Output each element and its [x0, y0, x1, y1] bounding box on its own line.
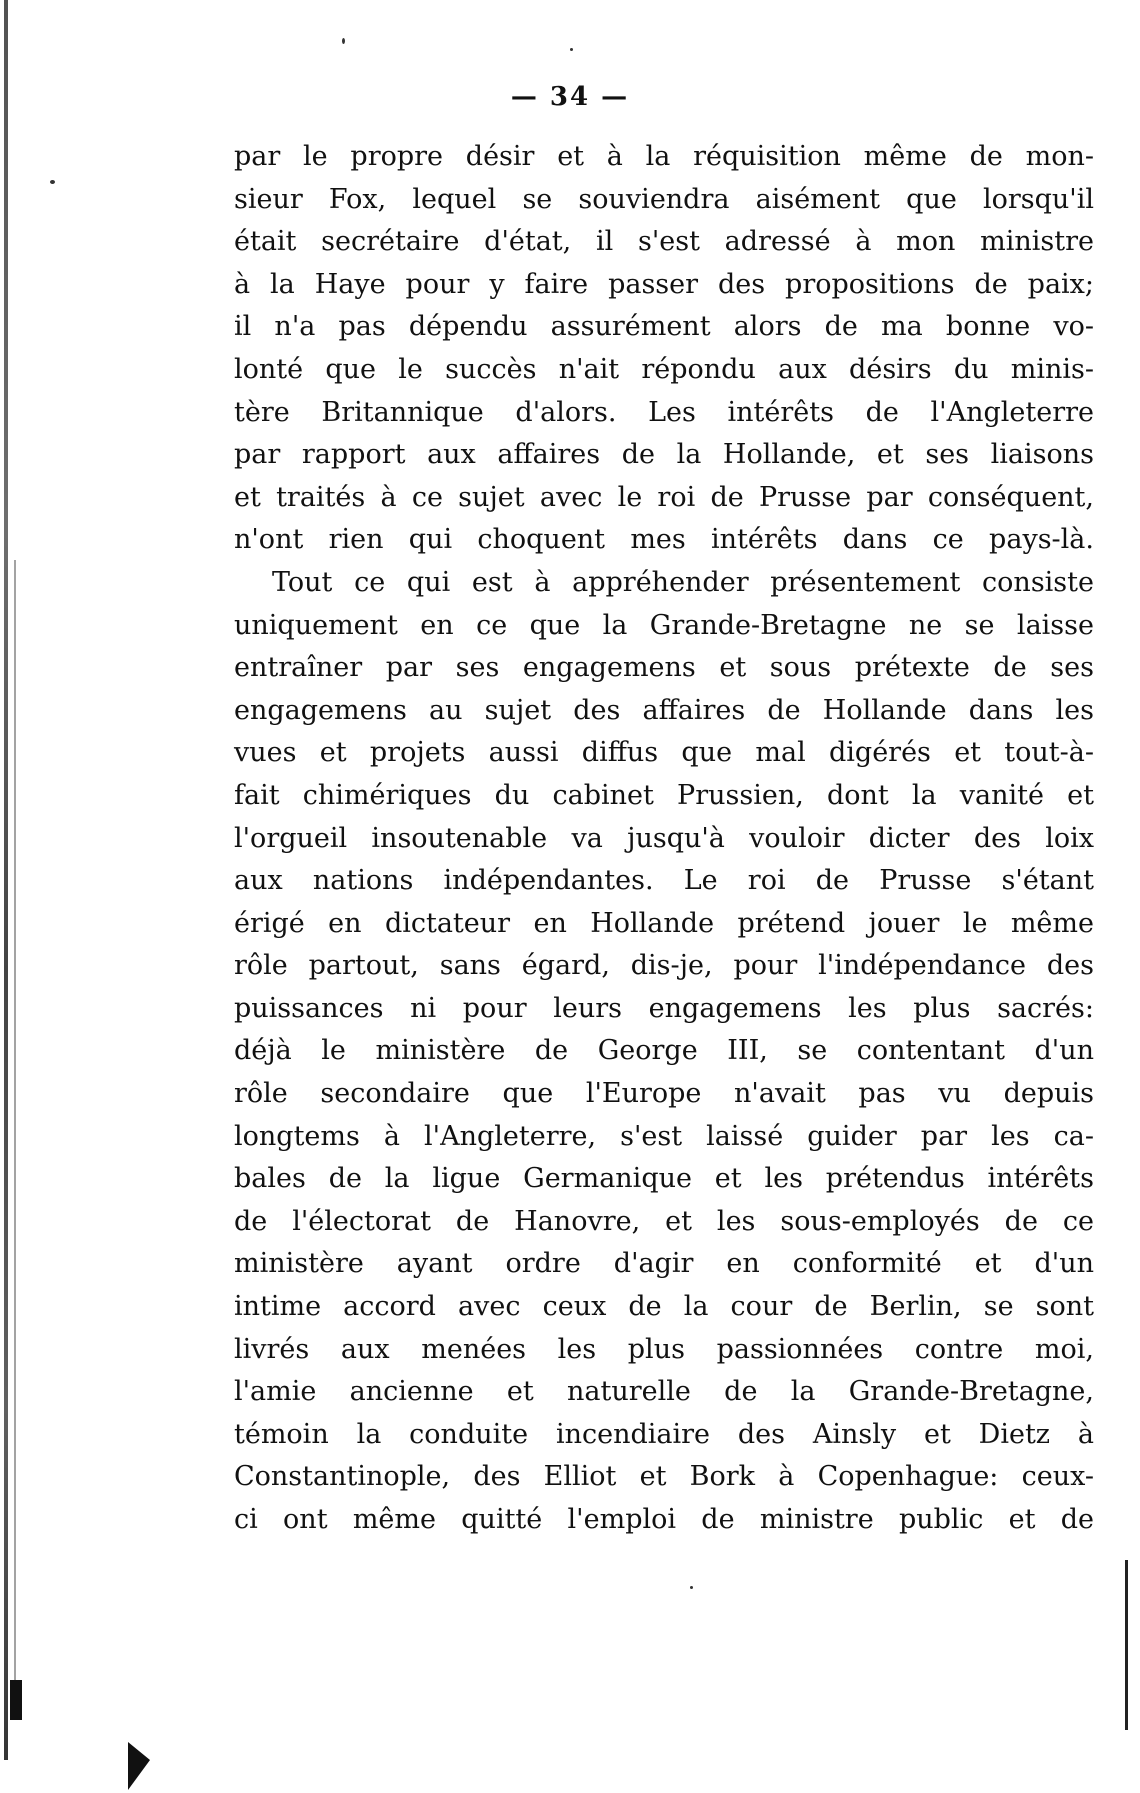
text-line: était secrétaire d'état, il s'est adressé à mon ministre [234, 226, 1094, 258]
text-line: entraîner par ses engagemens et sous prétexte de ses [234, 652, 1094, 684]
corner-mark [128, 1742, 150, 1790]
text-line: l'orgueil insoutenable va jusqu'à vouloir dicter des loix [234, 822, 1094, 854]
text-line: aux nations indépendantes. Le roi de Prusse s'étant [234, 865, 1094, 897]
text-line: fait chimériques du cabinet Prussien, dont la vanité et [234, 779, 1094, 811]
text-line: et traités à ce sujet avec le roi de Prusse par conséquent, [234, 481, 1094, 513]
text-line: vues et projets aussi diffus que mal digérés et tout-à- [234, 737, 1094, 769]
text-line: l'amie ancienne et naturelle de la Grande-Bretagne, [234, 1376, 1094, 1408]
text-line: rôle secondaire que l'Europe n'avait pas vu depuis [234, 1078, 1094, 1110]
binding-edge-shadow [14, 560, 16, 1710]
text-line: longtems à l'Angleterre, s'est laissé guider par les ca- [234, 1120, 1094, 1152]
text-line: il n'a pas dépendu assurément alors de ma bonne vo- [234, 311, 1094, 343]
text-line: bales de la ligue Germanique et les prétendus intérêts [234, 1163, 1094, 1195]
text-line: ministère ayant ordre d'agir en conformité et d'un [234, 1248, 1094, 1280]
text-line: érigé en dictateur en Hollande prétend jouer le même [234, 907, 1094, 939]
text-line: ci ont même quitté l'emploi de ministre public et de [234, 1504, 1094, 1535]
text-line: Constantinople, des Elliot et Bork à Copenhague: ceux- [234, 1461, 1094, 1493]
text-line: tère Britannique d'alors. Les intérêts de l'Angleterre [234, 396, 1094, 428]
text-line: sieur Fox, lequel se souviendra aisément que lorsqu'il [234, 183, 1094, 215]
body-text [234, 136, 1094, 1542]
text-line: livrés aux menées les plus passionnées contre moi, [234, 1333, 1094, 1365]
text-line: à la Haye pour y faire passer des propositions de paix; [234, 268, 1094, 300]
ink-speck [342, 38, 345, 44]
text-line: déjà le ministère de George III, se contentant d'un [234, 1035, 1094, 1067]
text-line: uniquement en ce que la Grande-Bretagne ne se laisse [234, 609, 1094, 641]
text-line: lonté que le succès n'ait répondu aux désirs du minis- [234, 353, 1094, 385]
text-line: Tout ce qui est à appréhender présentement consiste [272, 566, 1094, 598]
text-line: engagemens au sujet des affaires de Hollande dans les [234, 694, 1094, 726]
binding-edge [4, 0, 8, 1760]
ink-speck [690, 1586, 693, 1589]
text-line: n'ont rien qui choquent mes intérêts dans ce pays-là. [234, 524, 1094, 556]
ink-speck [50, 180, 55, 184]
page-number: — 34 — [510, 82, 630, 112]
text-line: par le propre désir et à la réquisition même de mon- [234, 141, 1094, 172]
text-line: puissances ni pour leurs engagemens les plus sacrés: [234, 992, 1094, 1024]
text-line: intime accord avec ceux de la cour de Berlin, se sont [234, 1291, 1094, 1323]
text-line: rôle partout, sans égard, dis-je, pour l'indépendance des [234, 950, 1094, 982]
text-line: de l'électorat de Hanovre, et les sous-employés de ce [234, 1205, 1094, 1237]
right-page-edge [1125, 1560, 1128, 1730]
binding-mark [10, 1680, 22, 1720]
ink-speck [570, 48, 573, 51]
text-line: par rapport aux affaires de la Hollande, et ses liaisons [234, 439, 1094, 471]
text-line: témoin la conduite incendiaire des Ainsly et Dietz à [234, 1418, 1094, 1450]
